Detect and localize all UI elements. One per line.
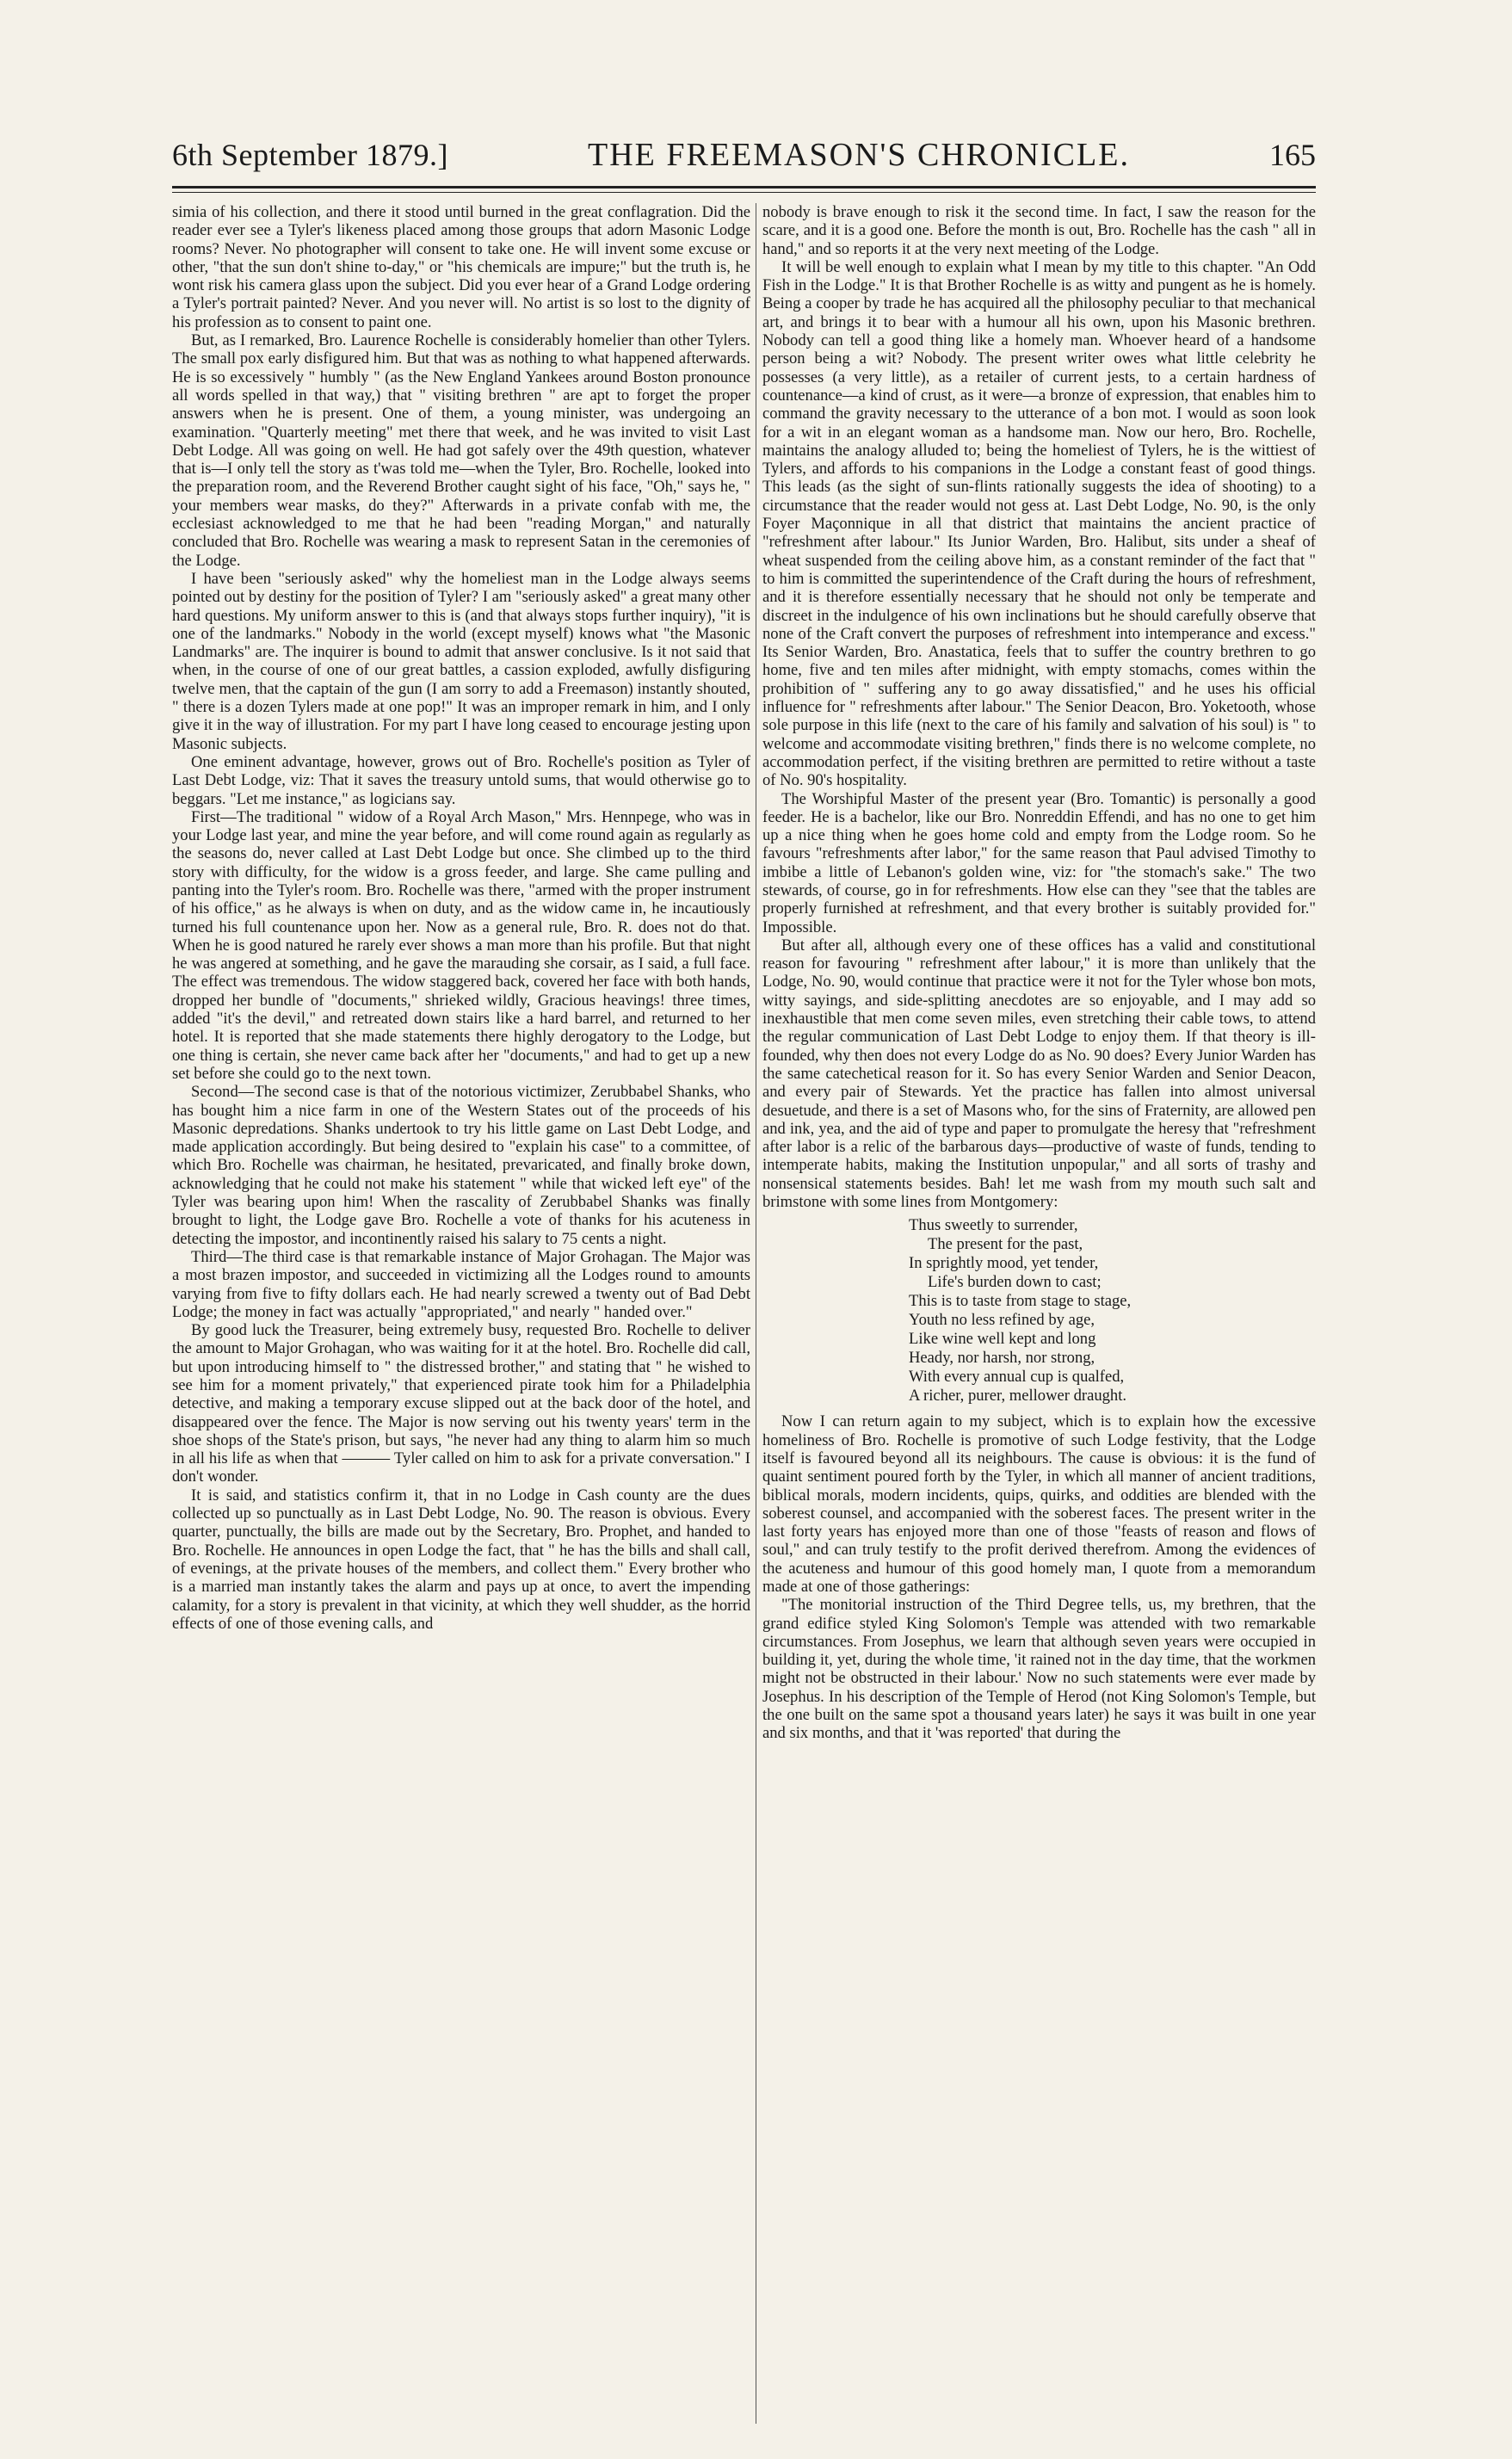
paragraph: "The monitorial instruction of the Third Degree tells, us, my brethren, that the grand edifice styled King Solomon's Temple was attended with two remarkable circumstances. From Josephus, we learn that although seven years were occupied in building it, yet, during the whole time, 'it rained not in the day time, that the workmen might not be obstructed in their labour.' Now no such statements were ever made by Josephus. In his description of the Temple of Herod (not King Solomon's Temple, but the one built on the same spot a thousand years later) he says it was built in one year and six months, and that it 'was reported' that during the bbox=[762, 1596, 1316, 1743]
poem-line: In sprightly mood, yet tender, bbox=[909, 1254, 1099, 1273]
paragraph: One eminent advantage, however, grows out of Bro. Rochelle's position as Tyler of Last Debt Lodge, viz: That it saves the treasury untold sums, that would otherwise go to beggars. "Let me instance," as logicians say. bbox=[172, 752, 750, 808]
page-number: 165 bbox=[1269, 138, 1316, 172]
paragraph: But after all, although every one of these offices has a valid and constitutional reason for favouring " refreshment after labour," it is more than unlikely that the Lodge, No. 90, would continue that practice were it not for the Tyler whose bon mots, witty sayings, and side-splitting anecdotes are so enjoyable, and I may add so inexhaustible that men come seven miles, even stretching their cable tows, to attend the regular communication of Last Debt Lodge to enjoy them. If that theory is ill-founded, why then does not every Lodge do as No. 90 does? Every Junior Warden has the same catechetical reason for it. So has every Senior Warden and Senior Deacon, and every pair of Stewards. Yet the practice has fallen into almost universal desuetude, and there is a set of Masons who, for the sins of Fraternity, are allowed pen and ink, yea, and the aid of type and paper to promulgate the heresy that "refreshment after labor is a relic of the barbarous days—productive of waste of funds, tending to intemperate habits, making the Institution unpopular," and all sorts of trashy and nonsensical statements besides. Bah! let me wash from my mouth such salt and brimstone with some lines from Montgomery: bbox=[762, 936, 1316, 1212]
paragraph: The Worshipful Master of the present year (Bro. Tomantic) is personally a good feeder. He is a bachelor, like our Bro. Nonreddin Effendi, and has no one to get him up a nice thing when he goes home cold and empty from the Lodge room. So he favours "refreshments after labor," for the same reason that Paul advised Timothy to imbibe a little of Lebanon's golden wine, viz: for "the stomach's sake." The two stewards, of course, go in for refreshments. How else can they "see that the tables are properly furnished at refreshment, and that every brother is suitably provided for." Impossible. bbox=[762, 789, 1316, 936]
masthead bbox=[172, 136, 1316, 181]
poem-line: Like wine well kept and long bbox=[909, 1330, 1096, 1349]
paragraph: By good luck the Treasurer, being extremely busy, requested Bro. Rochelle to deliver the amount to Major Grohagan, who was waiting for it at the hotel. Bro. Rochelle did call, but upon introducing himself to " the distressed brother," and stating that " he wished to see him for a moment privately," that experienced pirate took him for a Philadelphia detective, and making a temporary excuse slipped out at the back door of the hotel, and disappeared over the fence. The Major is now serving out his twenty years' term in the shoe shops of the State's prison, but says, "he never had any thing to alarm him so much in all his life as when that ——— Tyler called on him to ask for a private conversation." I don't wonder. bbox=[172, 1321, 750, 1486]
right-column bbox=[762, 203, 1316, 2432]
poem-line: This is to taste from stage to stage, bbox=[909, 1292, 1132, 1311]
poem-line: Heady, nor harsh, nor strong, bbox=[909, 1349, 1095, 1368]
paragraph: It will be well enough to explain what I mean by my title to this chapter. "An Odd Fish in the Lodge." It is that Brother Rochelle is as witty and pungent as he is homely. Being a cooper by trade he has acquired all the philosophy peculiar to that mechanical art, and brings it to bear with a humour all his own, upon his Masonic brethren. Nobody can tell a good thing like a homely man. Whoever heard of a handsome person being a wit? Nobody. The present writer owes what little celebrity he possesses (a very little), as a retailer of current jests, to a certain hardness of countenance—a kind of crust, as it were—a bronze of expression, that enables him to command the gravity necessary to the utterance of a bon mot. I would as soon look for a wit in an elegant woman as a handsome man. Now our hero, Bro. Rochelle, maintains the analogy alluded to; being the homeliest of Tylers, he is the wittiest of Tylers, and affords to his companions in the Lodge a constant feast of good things. This leads (as the sight of sun-flints rationally suggests the idea of shooting) to a circumstance that the reader would not gess at. Last Debt Lodge, No. 90, is the only Foyer Maçonnique in all that district that maintains the ancient practice of "refreshment after labour." Its Junior Warden, Bro. Halibut, sits under a sheaf of wheat suspended from the ceiling above him, as a constant reminder of the fact that " to him is committed the superintendence of the Craft during the hours of refreshment, and it is therefore essentially necessary that he should not only be temperate and discreet in the indulgence of his own inclinations but he should carefully observe that none of the Craft convert the purposes of refreshment into intemperance and excess." Its Senior Warden, Bro. Anastatica, feels that to suffer the country brethren to go home, five and ten miles after midnight, with empty stomachs, comes within the prohibition of " suffering any to go away dissatisfied," and he uses his official influence for " refreshments after labour." The Senior Deacon, Bro. Yoketooth, whose sole purpose in this life (next to the care of his family and salvation of his soul) is " to welcome and accommodate visiting brethren," finds there is no welcome complete, no accommodation perfect, if the visiting brethren are permitted to retire without a taste of No. 90's hospitality. bbox=[762, 257, 1316, 790]
poem-line: Youth no less refined by age, bbox=[909, 1311, 1095, 1330]
paragraph: Second—The second case is that of the notorious victimizer, Zerubbabel Shanks, who has bought him a nice farm in one of the Western States out of the proceeds of his Masonic depredations. Shanks undertook to try his little game on Last Debt Lodge, and made application accordingly. But being desired to "explain his case" to a committee, of which Bro. Rochelle was chairman, he hesitated, prevaricated, and finally broke down, acknowledging that he could not make his statement " while that wicked left eye" of the Tyler was bearing upon him! When the rascality of Zerubbabel Shanks was finally brought to light, the Lodge gave Bro. Rochelle a vote of thanks for his acuteness in detecting the impostor, and incontinently raised his salary to 75 cents a night. bbox=[172, 1083, 750, 1248]
issue-date: 6th September 1879.] bbox=[172, 138, 448, 172]
paragraph: Now I can return again to my subject, which is to explain how the excessive homeliness of Bro. Rochelle is promotive of such Lodge festivity, that the Lodge itself is favoured beyond all its neighbours. The cause is obvious: it is the fund of quaint sentiment poured forth by the Tyler, in which all manner of ancient traditions, biblical morals, modern incidents, quips, quirks, and oddities are blended with the soberest counsel, and accompanied with the soberest faces. The present writer in the last forty years has enjoyed more than one of those "feasts of reason and flows of soul," and can truly testify to the profit derived therefrom. Among the evidences of the acuteness and humour of this good homely man, I quote from a memorandum made at one of those gatherings: bbox=[762, 1412, 1316, 1596]
poem-line: The present for the past, bbox=[928, 1235, 1083, 1254]
paragraph: Third—The third case is that remarkable instance of Major Grohagan. The Major was a most brazen impostor, and succeeded in victimizing all the Lodges round to amounts varying from five to fifty dollars each. He had nearly screwed a twenty out of Bad Debt Lodge; the money in fact was actually "appropriated," and nearly " handed over." bbox=[172, 1247, 750, 1321]
poem-quotation bbox=[762, 1216, 1316, 1406]
paragraph: It is said, and statistics confirm it, that in no Lodge in Cash county are the dues collected up so punctually as in Last Debt Lodge, No. 90. The reason is obvious. Every quarter, punctually, the bills are made out by the Secretary, Bro. Prophet, and handed to Bro. Rochelle. He announces in open Lodge the fact, that " he has the bills and shall call, of evenings, at the private houses of the members, and collect them." Every brother who is a married man instantly takes the alarm and pays up at once, to avert the impending calamity, for a story is prevalent in that vicinity, at which they well shudder, as the horrid effects of one of those evening calls, and bbox=[172, 1486, 750, 1633]
left-column bbox=[172, 203, 750, 2432]
paragraph: First—The traditional " widow of a Royal Arch Mason," Mrs. Hennpege, who was in your Lodge last year, and mine the year before, and will come round again as regularly as the seasons do, never called at Last Debt Lodge but once. She climbed up to the third story with difficulty, for the widow is a gross feeder, and large. She came pulling and panting into the Tyler's room. Bro. Rochelle was there, "armed with the proper instrument of his office," as he always is when on duty, and as the widow came in, he incautiously turned his full countenance upon her. Now as a general rule, Bro. R. does not do that. When he is good natured he rarely ever shows a man more than his profile. But that night he was angered at something, and he gave the marauding she corsair, as I said, a full face. The effect was tremendous. The widow staggered back, covered her face with both hands, dropped her bundle of "documents," shrieked wildly, Gracious heavings! three times, added "it's the devil," and retreated down stairs like a hard barrel, and returned to her hotel. It is reported that she made statements there highly derogatory to the Lodge, but one thing is certain, she never came back after her "documents," and had to get up a new set before she could go to the next town. bbox=[172, 807, 750, 1083]
poem-line: A richer, purer, mellower draught. bbox=[909, 1387, 1127, 1406]
publication-title: THE FREEMASON'S CHRONICLE. bbox=[588, 137, 1130, 173]
poem-line: Life's burden down to cast; bbox=[928, 1273, 1102, 1292]
masthead-rule-thick bbox=[172, 186, 1316, 188]
paragraph: simia of his collection, and there it stood until burned in the great conflagration. Did the reader ever see a Tyler's likeness placed among those groups that adorn Masonic Lodge rooms? Never. No photographer will consent to take one. He will invent some excuse or other, "that the sun don't shine to-day," or "his chemicals are impure;" but the truth is, he wont risk his camera glass upon the subject. Did you ever hear of a Grand Lodge ordering a Tyler's portrait painted? Never. And you never will. No artist is so lost to the dignity of his profession as to consent to paint one. bbox=[172, 203, 750, 331]
paragraph: But, as I remarked, Bro. Laurence Rochelle is considerably homelier than other Tylers. The small pox early disfigured him. But that was as nothing to what happened afterwards. He is so excessively " humbly " (as the New England Yankees around Boston pronounce all words spelled in that way,) that " visiting brethren " are apt to forget the proper answers when he is present. One of them, a young minister, was undergoing an examination. "Quarterly meeting" met there that week, and he was invited to visit Last Debt Lodge. All was going on well. He had got safely over the 49th question, whatever that is—I only tell the story as t'was told me—when the Tyler, Bro. Rochelle, looked into the preparation room, and the Reverend Brother caught sight of his face, "Oh," says he, " your members wear masks, do they?" Afterwards in a private confab with me, the ecclesiast acknowledged to me that he had been "reading Morgan," and naturally concluded that Bro. Rochelle was wearing a mask to represent Satan in the ceremonies of the Lodge. bbox=[172, 331, 750, 570]
poem-line: With every annual cup is qualfed, bbox=[909, 1368, 1125, 1387]
poem-line: Thus sweetly to surrender, bbox=[909, 1216, 1078, 1235]
paragraph: I have been "seriously asked" why the homeliest man in the Lodge always seems pointed out by destiny for the position of Tyler? I am "seriously asked" a great many other hard questions. My uniform answer to this is (and that always stops further inquiry), "it is one of the landmarks." Nobody in the world (except myself) knows what "the Masonic Landmarks" are. The inquirer is bound to admit that answer conclusive. Is it not said that when, in the course of one of our great battles, a cassion exploded, awfully disfiguring twelve men, that the captain of the gun (I am sorry to add a Freemason) instantly shouted, " there is a dozen Tylers made at one pop!" It was an improper remark in him, and I only give it in the way of illustration. For my part I have long ceased to encourage jesting upon Masonic subjects. bbox=[172, 569, 750, 753]
paragraph: nobody is brave enough to risk it the second time. In fact, I saw the reason for the scare, and it is a good one. Before the month is out, Bro. Rochelle has the cash " all in hand," and so reports it at the very next meeting of the Lodge. bbox=[762, 203, 1316, 258]
masthead-rule-thin bbox=[172, 192, 1316, 193]
